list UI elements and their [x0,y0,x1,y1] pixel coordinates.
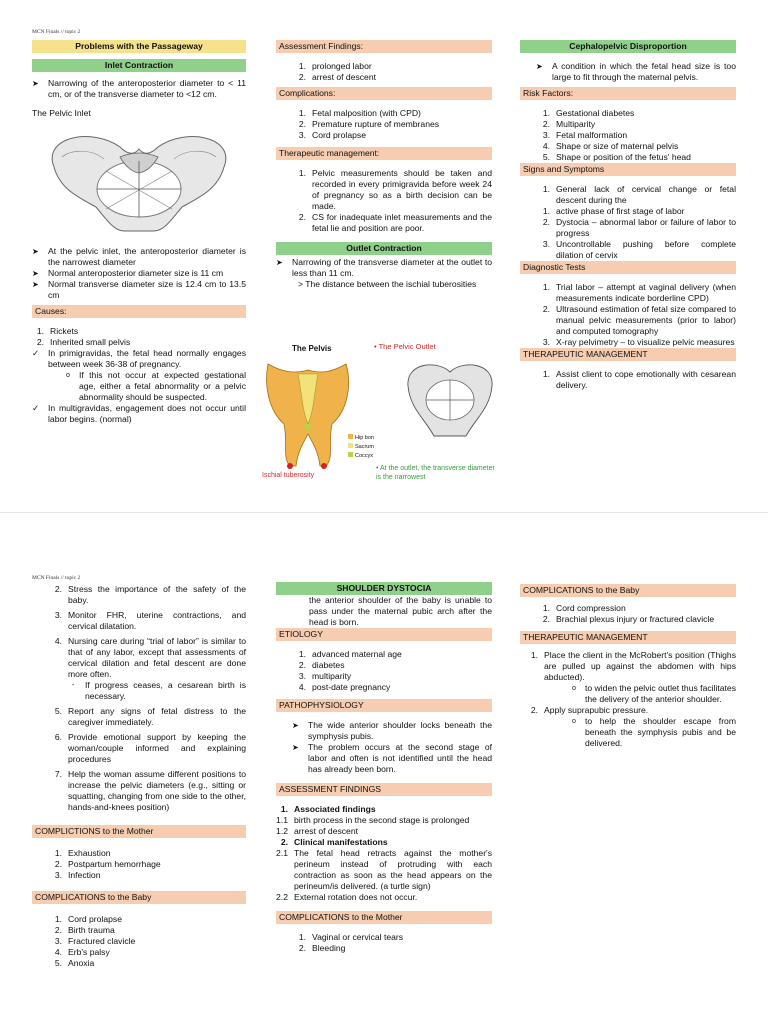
thera-1: 1. Assist client to cope emotionally with cesarean delivery. [542,369,736,390]
mother-complications-label: COMPLICATIONS to the Mother [276,911,492,924]
assessment-item-1: 1. prolonged labor [298,61,372,71]
clin-1: 2.1 The fetal head retracts against the mother's perineum instead of protruding with each contraction as soon as the head appears on the perineum/is delivered. (a turtle sign) [276,848,492,891]
inlet-bullet-1: ➤ At the pelvic inlet, the anteroposterior diameter is the narrowest diameter [32,246,246,267]
etiology-1: 1. advanced maternal age [298,649,402,659]
pelvic-outlet-figure [262,340,498,490]
fig-ischial-label: Ischial tuberosity [262,472,315,479]
sign-1: 1. General lack of cervical change or fetal descent during the [542,184,736,205]
diag-1: 1. Trial labor – attempt at vaginal delivery (when measurements indicate borderline CPD) [542,282,736,303]
section-cpd-title: Cephalopelvic Disproportion [520,40,736,53]
risk-1: 1. Gestational diabetes [542,108,635,118]
mother-complication-2: 2. Postpartum hemorrhage [54,859,161,869]
assessment-label: Assessment Findings: [276,40,492,53]
risk-4: 4. Shape or size of maternal pelvis [542,141,679,151]
risk-3: 3. Fetal malformation [542,130,628,140]
therapeutic-2: 2. CS for inadequate inlet measurements and the fetal lie and position are poor. [298,212,492,233]
primi-sub: o If this not occur at expected gestational age, either a fetal abnormality or a pelvic abnormality should be suspected. [66,370,246,402]
cpd-definition: ➤ A condition in which the fetal head size is too large to fit through the maternal pelvis. [536,61,736,82]
care-item-4: 4. Nursing care during “trial of labor” is similar to that of any labor, except that assessments of cervical dilation and fetal descent are done more often. [54,636,246,679]
clin-2: 2.2 External rotation does not occur. [276,892,418,902]
thera-1: 1. Place the client in the McRobert's position (Thighs are pulled up against the abdomen with hips abducted). [530,650,736,682]
section-title: Problems with the Passageway [32,40,246,53]
assoc-1: 1.1 birth process in the second stage is prolonged [276,815,470,825]
column-2 [276,582,492,954]
sign-1b: 1. active phase of first stage of labor [542,206,685,216]
baby-complications-label: COMPLICATIONS to the Baby [32,891,246,904]
therapeutic-label: Therapeutic management: [276,147,492,160]
multi-item: ✓ In multigravidas, engagement does not occur until labor begins. (normal) [32,403,246,424]
inlet-definition: ➤ Narrowing of the anteroposterior diameter to < 11 cm, or of the transverse diameter to <12 cm. [32,78,246,99]
inlet-bullet-2: ➤ Normal anteroposterior diameter size is 11 cm [32,268,224,278]
risk-2: 2. Multiparity [542,119,596,129]
primi-item: ✓ In primigravidas, the fetal head normally engages between week 36-38 of pregnancy. [32,348,246,369]
baby-complication-2: 2. Brachial plexus injury or fractured clavicle [542,614,715,624]
thera-label: THERAPEUTIC MANAGEMENT [520,348,736,361]
pelvis-color-diagram [262,354,352,474]
section-shoulder-dystocia-title: SHOULDER DYSTOCIA [276,582,492,595]
baby-complication-2: 2. Birth trauma [54,925,115,935]
thera-1-sub: o to widen the pelvic outlet thus facilitates the delivery of the anterior shoulder. [572,683,736,704]
complications-label: Complications: [276,87,492,100]
thera-2: 2. Apply suprapubic pressure. [530,705,649,715]
column-1 [32,40,246,425]
page-header: MCN Finals // topic 2 [32,575,81,581]
inlet-bullet-3: ➤ Normal transverse diameter size is 12.4 cm to 13.5 cm [32,279,246,300]
clinical-manifestations-heading: 2. Clinical manifestations [280,837,388,847]
pelvic-inlet-label: The Pelvic Inlet [32,108,91,118]
section-inlet-title: Inlet Contraction [32,59,246,72]
mother-complication-1: 1. Vaginal or cervical tears [298,932,404,942]
baby-complication-1: 1. Cord compression [542,603,626,613]
care-dash-item: - If progress ceases, a cesarean birth is necessary. [72,680,246,701]
mother-complications-label: COMPLICTIONS to the Mother [32,825,246,838]
baby-complications-label: COMPLICATIONS to the Baby [520,584,736,597]
care-item-6: 6. Provide emotional support by keeping the woman/couple informed and explaining procedures [54,732,246,764]
patho-1: ➤ The wide anterior shoulder locks beneath the symphysis pubis. [292,720,492,741]
page-header: MCN Finals // topic 2 [32,29,81,35]
column-2 [276,40,492,290]
care-item-7: 7. Help the woman assume different positions to increase the pelvic diameters (e.g., sitting or squatting, changing from one side to the other, hands-and-knees position) [54,769,246,812]
complication-1: 1. Fetal malposition (with CPD) [298,108,421,118]
outlet-sub: > The distance between the ischial tuberosities [298,279,477,289]
baby-complication-5: 5. Anoxia [54,958,95,968]
page-2 [0,512,768,1025]
etiology-3: 3. multiparity [298,671,352,681]
diag-label: Diagnostic Tests [520,261,736,274]
care-item-5: 5. Report any signs of fetal distress to the caregiver immediately. [54,706,246,727]
mother-complication-3: 3. Infection [54,870,101,880]
therapeutic-1: 1. Pelvic measurements should be taken and recorded in every primigravida before week 24 of pregnancy so as a birth decision can be made. [298,168,492,211]
pathophysiology-label: PATHOPHYSIOLOGY [276,699,492,712]
shoulder-dystocia-definition: the anterior shoulder of the baby is unable to pass under the maternal pubic arch after the head is born. [309,595,492,627]
signs-label: Signs and Symptoms [520,163,736,176]
therapeutic-management-label: THERAPEUTIC MANAGEMENT [520,631,736,644]
etiology-2: 2. diabetes [298,660,345,670]
risk-5: 5. Shape or position of the fetus' head [542,152,691,162]
assoc-2: 1.2 arrest of descent [276,826,359,836]
fig-outlet-label: • The Pelvic Outlet [374,342,436,351]
assessment-findings-label: ASSESSMENT FINDINGS [276,783,492,796]
baby-complication-1: 1. Cord prolapse [54,914,122,924]
thera-2-sub: o to help the shoulder escape from beneath the symphysis pubis and be delivered. [572,716,736,748]
fig-note: • At the outlet, the transverse diameter is the narrowest [376,465,495,481]
legend-hip: Hip bon [348,434,374,443]
pelvic-inlet-illustration [32,127,246,237]
sign-2: 2. Dystocia – abnormal labor or failure of labor to progress [542,217,736,238]
patho-2: ➤ The problem occurs at the second stage of labor and often is not identified until the head has already been born. [292,742,492,774]
fig-pelvis-label: The Pelvis [292,344,332,353]
care-item-2: 2. Stress the importance of the safety of the baby. [54,584,246,605]
column-3 [520,40,736,391]
cause-2: 2. Inherited small pelvis [36,337,131,347]
diag-2: 2. Ultrasound estimation of fetal size compared to manual pelvic measurements (prior to labor) and computed tomography [542,304,736,336]
outlet-definition: ➤ Narrowing of the transverse diameter at the outlet to less than 11 cm. [276,257,492,278]
causes-label: Causes: [32,305,246,318]
mother-complication-2: 2. Bleeding [298,943,346,953]
cause-1: 1. Rickets [36,326,79,336]
sign-3: 3. Uncontrollable pushing before complete dilation of cervix [542,239,736,260]
column-3 [520,584,736,749]
fig-legend [348,434,374,461]
complication-3: 3. Cord prolapse [298,130,366,140]
baby-complication-3: 3. Fractured clavicle [54,936,136,946]
baby-complication-4: 4. Erb's palsy [54,947,110,957]
legend-coccyx: Coccyx [348,452,374,461]
legend-sacrum: Sacrum [348,443,374,452]
etiology-label: ETIOLOGY [276,628,492,641]
section-outlet-title: Outlet Contraction [276,242,492,255]
care-item-3: 3. Monitor FHR, uterine contractions, and cervical dilatation. [54,610,246,631]
diag-3: 3. X-ray pelvimetry – to visualize pelvic measures [542,337,735,347]
column-1 [32,584,246,969]
assessment-item-2: 2. arrest of descent [298,72,377,82]
etiology-4: 4. post-date pregnancy [298,682,391,692]
risk-label: Risk Factors: [520,87,736,100]
associated-findings-heading: 1. Associated findings [280,804,376,814]
pelvic-outlet-bone [402,356,498,448]
complication-2: 2. Premature rupture of membranes [298,119,440,129]
page-1 [0,0,768,512]
mother-complication-1: 1. Exhaustion [54,848,111,858]
